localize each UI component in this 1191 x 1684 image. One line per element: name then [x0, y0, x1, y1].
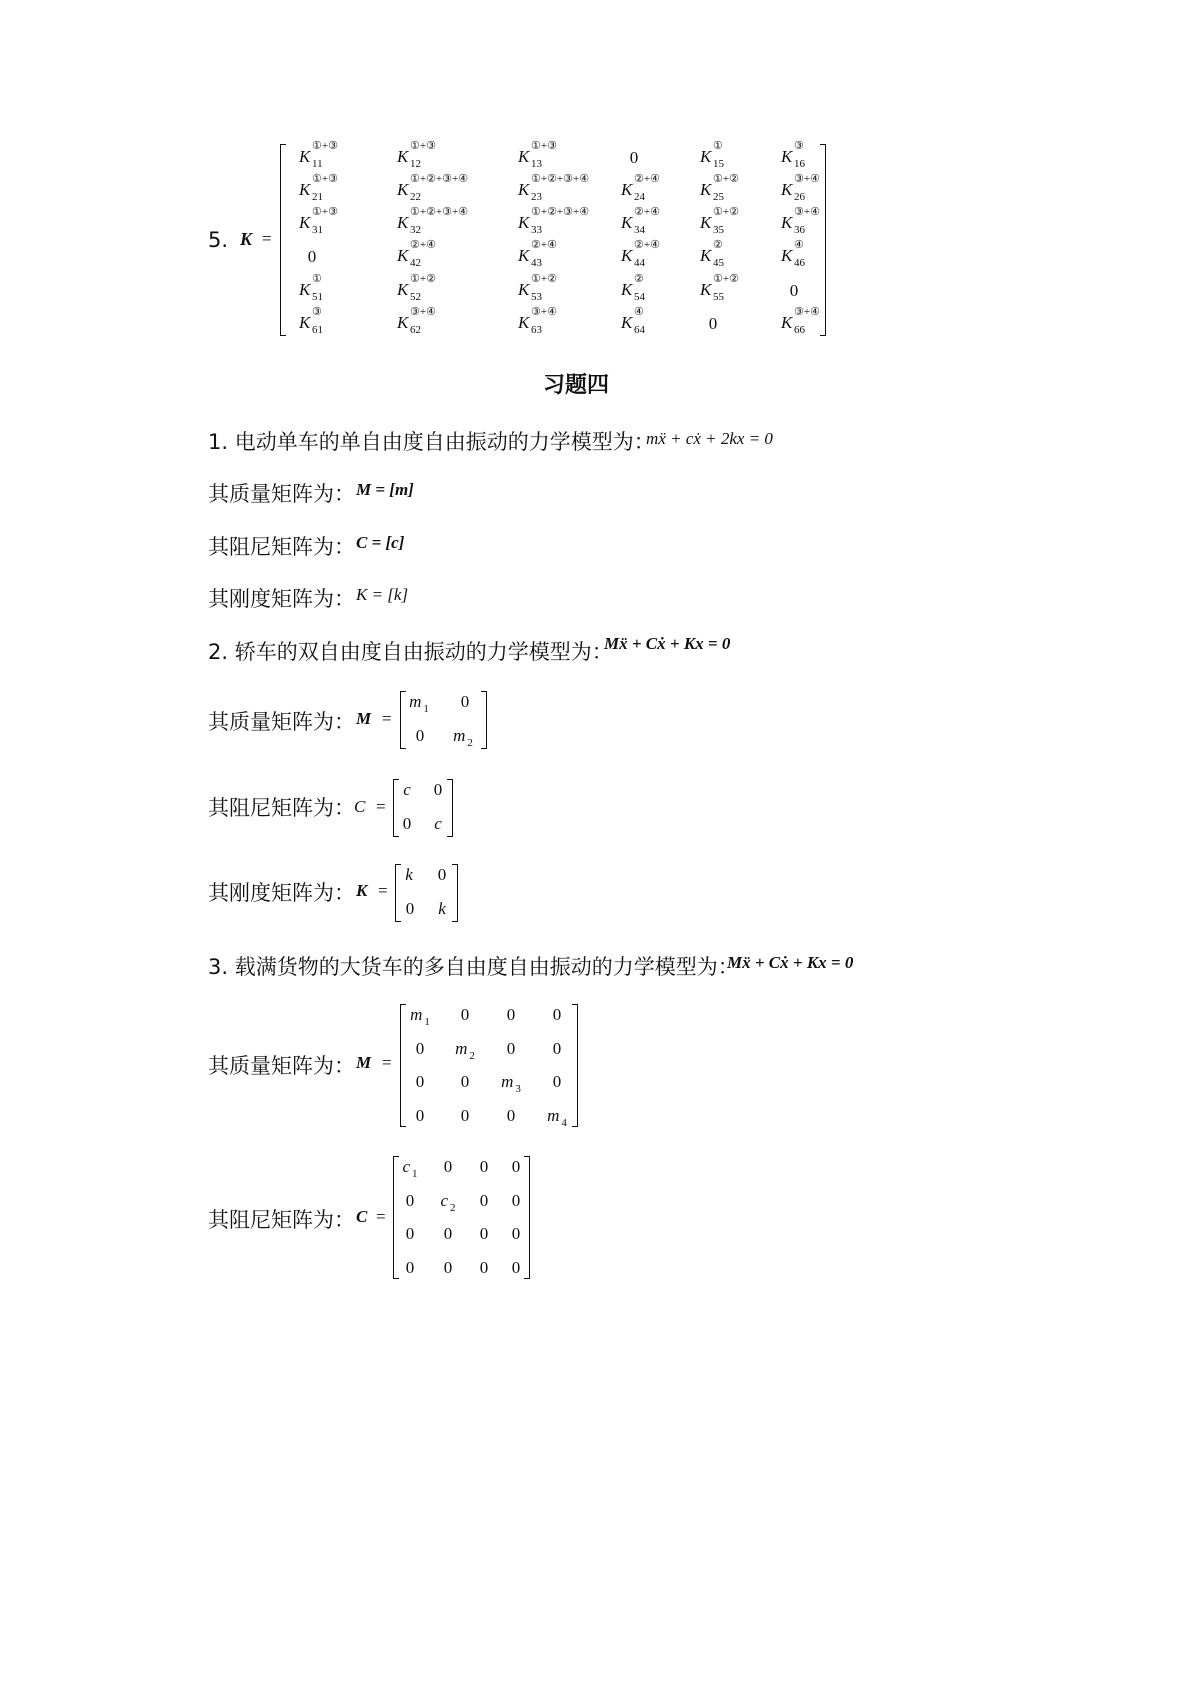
- k-matrix-cell: [299, 206, 338, 236]
- k-symbol: K: [781, 147, 793, 166]
- k-superscript: ①+③: [410, 140, 436, 152]
- k-matrix-lhs: K: [240, 229, 253, 249]
- k-matrix-cell: [299, 273, 323, 303]
- k-matrix-cell: [700, 173, 739, 203]
- k-symbol: K: [518, 313, 530, 332]
- k-symbol: K: [299, 180, 311, 199]
- matrix-cell-zero: 0: [479, 1157, 489, 1176]
- k-subscript: 23: [531, 191, 542, 203]
- k-subscript: 55: [713, 291, 724, 303]
- k-symbol: K: [621, 246, 633, 265]
- matrix-cell-zero: 0: [443, 1157, 453, 1176]
- k-matrix-zero-cell: 0: [307, 247, 317, 266]
- section-title: 习题四: [543, 373, 610, 398]
- k-subscript: 21: [312, 191, 323, 203]
- matrix-cell-zero: 0: [511, 1258, 521, 1277]
- k-superscript: ③+④: [410, 306, 436, 318]
- q3-mass-label: 其质量矩阵为：: [208, 1054, 355, 1078]
- k-matrix-cell: [700, 239, 724, 269]
- q2-mass-lhs: M: [356, 709, 372, 728]
- k-matrix-cell: [700, 273, 739, 303]
- k-symbol: K: [299, 147, 311, 166]
- k-symbol: K: [518, 180, 530, 199]
- matrix-cell-m: m $_3$: [501, 1072, 521, 1095]
- k-symbol: K: [299, 213, 311, 232]
- k-superscript: ③+④: [794, 306, 820, 318]
- matrix-cell-zero: 0: [415, 726, 425, 745]
- k-subscript: 26: [794, 191, 805, 203]
- k-superscript: ③: [312, 306, 322, 318]
- matrix-cell-zero: 0: [479, 1224, 489, 1243]
- k-subscript: 31: [312, 224, 323, 236]
- matrix-cell-zero: 0: [552, 1072, 562, 1091]
- q1-mass-eq-text: M = [m]: [356, 480, 414, 499]
- matrix-cell-m: m $_4$: [547, 1106, 567, 1129]
- k-superscript: ②: [713, 239, 723, 251]
- equals-sign: =: [262, 229, 272, 248]
- k-matrix-cell: [518, 273, 557, 303]
- matrix-cell-c: c: [403, 780, 411, 799]
- k-matrix-cell: [781, 173, 820, 203]
- right-bracket: [452, 864, 458, 922]
- k-symbol: K: [518, 246, 530, 265]
- k-superscript: ②+④: [531, 239, 557, 251]
- q3-mass-lhs: M: [356, 1053, 372, 1072]
- k-symbol: K: [518, 280, 530, 299]
- matrix-cell-zero: 0: [402, 814, 412, 833]
- q1-mass-equation: [356, 480, 414, 500]
- k-symbol: K: [299, 280, 311, 299]
- equals-sign: =: [376, 797, 386, 816]
- k-symbol: K: [700, 147, 712, 166]
- matrix-cell-zero: 0: [460, 1106, 470, 1125]
- matrix-cell-zero: 0: [511, 1224, 521, 1243]
- q2-equation: Mẍ + Cẋ + Kx = 0: [604, 634, 731, 653]
- matrix-cell-zero: 0: [437, 865, 447, 884]
- k-superscript: ①+②: [410, 273, 436, 285]
- k-matrix-zero-cell: 0: [629, 148, 639, 167]
- k-superscript: ①+②: [531, 273, 557, 285]
- k-superscript: ④: [634, 306, 644, 318]
- k-symbol: K: [397, 246, 409, 265]
- matrix-cell-k: k: [405, 865, 413, 884]
- matrix-cell-zero: 0: [405, 1191, 415, 1210]
- k-subscript: 62: [410, 324, 421, 336]
- matrix-cell-zero: 0: [511, 1157, 521, 1176]
- matrix-cell-k: k: [438, 899, 446, 918]
- k-symbol: K: [781, 313, 793, 332]
- left-bracket: [393, 1156, 399, 1279]
- k-superscript: ①+②: [713, 206, 739, 218]
- right-bracket: [524, 1156, 530, 1279]
- q1-stiffness-equation: [356, 585, 408, 605]
- k-superscript: ①+②: [713, 173, 739, 185]
- matrix-cell-zero: 0: [552, 1039, 562, 1058]
- k-superscript: ①+③: [312, 206, 338, 218]
- equals-sign: =: [382, 1053, 392, 1072]
- matrix-cell-zero: 0: [405, 899, 415, 918]
- k-matrix-cell: [299, 173, 338, 203]
- k-matrix-cell: [397, 239, 436, 269]
- k-matrix-cell: [397, 306, 436, 336]
- k-subscript: 66: [794, 324, 805, 336]
- matrix-cell-zero: 0: [460, 692, 470, 711]
- equals-sign: =: [382, 709, 392, 728]
- k-matrix-cell: [781, 140, 805, 170]
- q2-damping-label: 其阻尼矩阵为：: [208, 796, 355, 820]
- k-subscript: 63: [531, 324, 542, 336]
- k-matrix-cell: [397, 140, 436, 170]
- q3-text: 3. 载满货物的大货车的多自由度自由振动的力学模型为：: [208, 955, 739, 979]
- equals-sign: =: [378, 881, 388, 900]
- matrix-cell-c: c $_1$: [402, 1157, 418, 1180]
- q1-damp-eq-text: C = [c]: [356, 533, 405, 552]
- k-subscript: 35: [713, 224, 724, 236]
- q1-stiffness-label: 其刚度矩阵为：: [208, 587, 355, 611]
- matrix-cell-m2: m $_2$: [453, 726, 473, 749]
- right-bracket: [481, 691, 487, 749]
- k-symbol: K: [397, 313, 409, 332]
- k-subscript: 13: [531, 158, 542, 170]
- k-matrix-cell: [621, 239, 660, 269]
- k-matrix-zero-cell: 0: [789, 281, 799, 300]
- right-bracket: [572, 1004, 578, 1127]
- q3-damping-label: 其阻尼矩阵为：: [208, 1208, 355, 1232]
- k-symbol: K: [781, 246, 793, 265]
- k-symbol: K: [299, 313, 311, 332]
- matrix-cell-zero: 0: [415, 1072, 425, 1091]
- k-subscript: 32: [410, 224, 421, 236]
- k-subscript: 12: [410, 158, 421, 170]
- k-symbol: K: [700, 280, 712, 299]
- k-matrix-cell: [781, 206, 820, 236]
- left-bracket: [400, 1004, 406, 1127]
- k-subscript: 15: [713, 158, 724, 170]
- k-superscript: ①+③: [312, 173, 338, 185]
- k-superscript: ②+④: [634, 239, 660, 251]
- k-matrix-cell: [621, 273, 645, 303]
- k-matrix-cell: [397, 273, 436, 303]
- k-superscript: ③+④: [531, 306, 557, 318]
- k-subscript: 16: [794, 158, 805, 170]
- k-symbol: K: [621, 213, 633, 232]
- k-subscript: 36: [794, 224, 805, 236]
- k-matrix-cell: [518, 239, 557, 269]
- matrix-cell-zero: 0: [479, 1191, 489, 1210]
- matrix-cell-zero: 0: [415, 1039, 425, 1058]
- k-superscript: ①+②+③+④: [531, 206, 590, 218]
- k-superscript: ①+②+③+④: [531, 173, 590, 185]
- q1-equation: mẍ + cẋ + 2kx = 0: [646, 429, 773, 448]
- k-superscript: ③: [794, 140, 804, 152]
- k-matrix-cell: [621, 206, 660, 236]
- k-subscript: 33: [531, 224, 542, 236]
- k-matrix-cell: [621, 306, 645, 336]
- matrix-cell-zero: 0: [506, 1039, 516, 1058]
- k-matrix-cell: [518, 140, 557, 170]
- k-subscript: 52: [410, 291, 421, 303]
- k-superscript: ③+④: [794, 206, 820, 218]
- k-symbol: K: [397, 147, 409, 166]
- k-matrix-cell: [621, 173, 660, 203]
- k-subscript: 53: [531, 291, 542, 303]
- q3-damping-lhs: C: [356, 1207, 368, 1226]
- matrix-cell-zero: 0: [479, 1258, 489, 1277]
- k-superscript: ②: [634, 273, 644, 285]
- matrix-cell-zero: 0: [460, 1072, 470, 1091]
- k-superscript: ①+③: [531, 140, 557, 152]
- matrix-cell-zero: 0: [415, 1106, 425, 1125]
- k-symbol: K: [700, 246, 712, 265]
- k-symbol: K: [781, 180, 793, 199]
- matrix-cell-m1: m $_1$: [409, 692, 429, 715]
- k-matrix-cell: [397, 206, 469, 236]
- left-bracket: [280, 144, 286, 336]
- matrix-cell-zero: 0: [405, 1224, 415, 1243]
- k-matrix-cell: [518, 306, 557, 336]
- q2-stiffness-lhs: K: [356, 881, 368, 900]
- matrix-cell-zero: 0: [506, 1106, 516, 1125]
- k-subscript: 45: [713, 257, 724, 269]
- q2-mass-label: 其质量矩阵为：: [208, 710, 355, 734]
- matrix-cell-zero: 0: [460, 1005, 470, 1024]
- q1-mass-label: 其质量矩阵为：: [208, 482, 355, 506]
- k-symbol: K: [621, 280, 633, 299]
- k-matrix-cell: [299, 306, 323, 336]
- matrix-cell-zero: 0: [443, 1224, 453, 1243]
- q2-stiffness-label: 其刚度矩阵为：: [208, 881, 355, 905]
- k-matrix-cell: [700, 140, 724, 170]
- matrix-cell-zero: 0: [511, 1191, 521, 1210]
- k-symbol: K: [518, 147, 530, 166]
- k-matrix-cell: [700, 206, 739, 236]
- matrix-cell-zero: 0: [433, 780, 443, 799]
- k-subscript: 61: [312, 324, 323, 336]
- k-subscript: 24: [634, 191, 645, 203]
- q1-stiff-eq-text: K = [k]: [356, 585, 409, 604]
- k-superscript: ①+②: [713, 273, 739, 285]
- right-bracket: [447, 779, 453, 837]
- matrix-cell-c: c: [434, 814, 442, 833]
- k-matrix-cell: [518, 206, 590, 236]
- k-matrix-cell: [518, 173, 590, 203]
- k-matrix-zero-cell: 0: [708, 314, 718, 333]
- k-superscript: ②+④: [634, 206, 660, 218]
- matrix-cell-m: m $_2$: [455, 1039, 475, 1062]
- equals-sign: =: [376, 1207, 386, 1226]
- k-superscript: ①+②+③+④: [410, 206, 469, 218]
- k-subscript: 22: [410, 191, 421, 203]
- k-superscript: ①: [312, 273, 322, 285]
- k-superscript: ④: [794, 239, 804, 251]
- k-subscript: 46: [794, 257, 805, 269]
- k-superscript: ②+④: [634, 173, 660, 185]
- k-subscript: 51: [312, 291, 323, 303]
- matrix-cell-zero: 0: [552, 1005, 562, 1024]
- matrix-cell-m: m $_1$: [410, 1005, 430, 1028]
- matrix-cell-zero: 0: [506, 1005, 516, 1024]
- k-subscript: 43: [531, 257, 542, 269]
- k-symbol: K: [700, 213, 712, 232]
- k-subscript: 11: [312, 158, 323, 170]
- q2-damping-lhs: C: [354, 797, 366, 816]
- k-superscript: ①+②+③+④: [410, 173, 469, 185]
- k-subscript: 34: [634, 224, 645, 236]
- q3-equation: Mẍ + Cẋ + Kx = 0: [727, 953, 854, 972]
- k-subscript: 54: [634, 291, 645, 303]
- k-symbol: K: [621, 180, 633, 199]
- k-symbol: K: [397, 180, 409, 199]
- left-bracket: [400, 691, 406, 749]
- k-matrix-cell: [397, 173, 469, 203]
- k-symbol: K: [781, 213, 793, 232]
- k-symbol: K: [518, 213, 530, 232]
- k-symbol: K: [397, 213, 409, 232]
- k-matrix-cell: [781, 239, 805, 269]
- k-symbol: K: [621, 313, 633, 332]
- right-bracket: [820, 144, 826, 336]
- k-symbol: K: [397, 280, 409, 299]
- item-number: 5.: [208, 228, 229, 252]
- q1-damping-equation: [356, 533, 404, 553]
- matrix-cell-c: c $_2$: [440, 1191, 456, 1214]
- k-superscript: ①: [713, 140, 723, 152]
- q2-text: 2. 轿车的双自由度自由振动的力学模型为：: [208, 640, 613, 664]
- k-superscript: ②+④: [410, 239, 436, 251]
- q1-text: 1. 电动单车的单自由度自由振动的力学模型为：: [208, 430, 655, 454]
- k-matrix-cell: [781, 306, 820, 336]
- k-subscript: 44: [634, 257, 645, 269]
- k-matrix-cell: [299, 140, 338, 170]
- k-symbol: K: [700, 180, 712, 199]
- left-bracket: [395, 864, 401, 922]
- left-bracket: [393, 779, 399, 837]
- matrix-cell-zero: 0: [405, 1258, 415, 1277]
- k-subscript: 64: [634, 324, 645, 336]
- matrix-cell-zero: 0: [443, 1258, 453, 1277]
- k-subscript: 42: [410, 257, 421, 269]
- k-superscript: ③+④: [794, 173, 820, 185]
- q1-damping-label: 其阻尼矩阵为：: [208, 535, 355, 559]
- k-subscript: 25: [713, 191, 724, 203]
- k-superscript: ①+③: [312, 140, 338, 152]
